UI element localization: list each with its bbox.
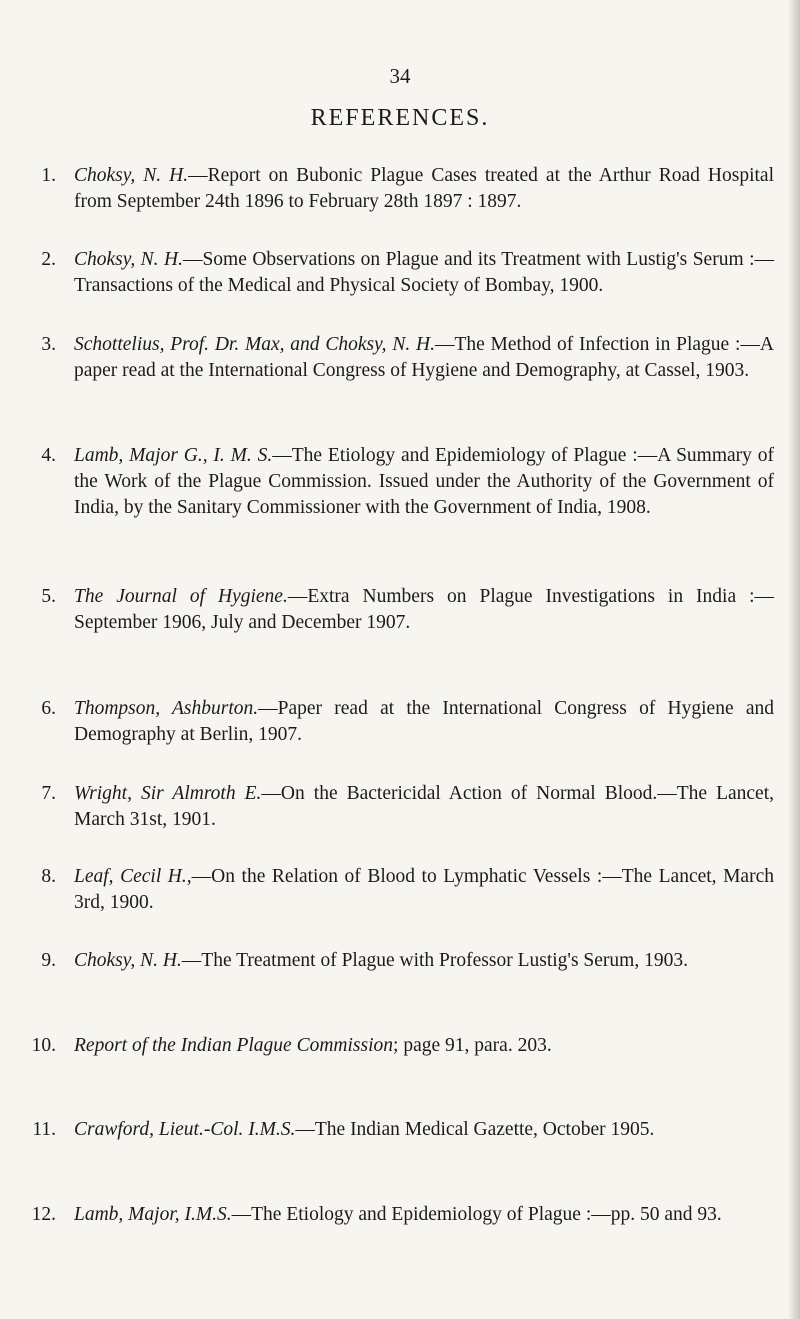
reference-number: 3. xyxy=(41,334,56,355)
reference-text: —Some Observations on Plague and its Treatment with Lustig's Serum :—Transactions of the Medical and Physical Society of Bombay, 1900. xyxy=(74,249,774,296)
reference-body xyxy=(74,864,774,916)
reference-number: 8. xyxy=(41,866,56,887)
reference-text: —The Indian Medical Gazette, October 1905. xyxy=(295,1119,655,1140)
reference-author: Choksy, N. H. xyxy=(74,950,182,971)
reference-author: Wright, Sir Almroth E. xyxy=(74,783,262,804)
reference-author: Report of the Indian Plague Commission xyxy=(74,1035,394,1056)
reference-body xyxy=(74,332,774,384)
reference-text: —On the Bactericidal Action of Normal Blood.—The Lancet, March 31st, 1901. xyxy=(74,783,774,830)
reference-text: —The Treatment of Plague with Professor Lustig's Serum, 1903. xyxy=(181,950,688,971)
reference-author: Choksy, N. H. xyxy=(74,165,189,186)
reference-author: Crawford, Lieut.-Col. I.M.S. xyxy=(74,1119,296,1140)
reference-body xyxy=(74,584,774,636)
reference-body xyxy=(74,163,774,215)
reference-author: Thompson, Ashburton. xyxy=(74,698,259,719)
reference-number: 7. xyxy=(41,783,56,804)
reference-body xyxy=(74,948,774,974)
reference-author: Leaf, Cecil H., xyxy=(74,866,192,887)
reference-body xyxy=(74,696,774,748)
reference-author: Lamb, Major, I.M.S. xyxy=(74,1204,232,1225)
reference-text: —The Etiology and Epidemiology of Plague :—A Summary of the Work of the Plague Commission. Issued under the Authority of the Government of India, by the Sanitary Commissioner with the Government of India, 1908. xyxy=(74,445,775,518)
reference-author: Lamb, Major G., I. M. S. xyxy=(74,445,273,466)
reference-body xyxy=(74,781,774,833)
reference-body xyxy=(74,1117,774,1143)
reference-number: 4. xyxy=(41,445,56,466)
reference-text: —Paper read at the International Congress of Hygiene and Demography at Berlin, 1907. xyxy=(74,698,775,745)
reference-number: 5. xyxy=(41,586,56,607)
reference-text: —On the Relation of Blood to Lymphatic Vessels :—The Lancet, March 3rd, 1900. xyxy=(74,866,774,913)
reference-number: 11. xyxy=(32,1119,56,1140)
reference-author: Choksy, N. H. xyxy=(74,249,183,270)
reference-body xyxy=(74,247,774,299)
reference-body xyxy=(74,1202,774,1228)
reference-text: —The Method of Infection in Plague :—A paper read at the International Congress of Hygiene and Demography, at Cassel, 1903. xyxy=(74,334,774,381)
reference-text: —The Etiology and Epidemiology of Plague :—pp. 50 and 93. xyxy=(231,1204,722,1225)
page-edge-shadow xyxy=(788,0,800,1319)
reference-number: 12. xyxy=(31,1204,56,1225)
reference-body xyxy=(74,443,774,521)
reference-text: —Extra Numbers on Plague Investigations in India :—September 1906, July and December 1907. xyxy=(74,586,774,633)
reference-number: 10. xyxy=(31,1035,56,1056)
page-number: 34 xyxy=(389,64,411,88)
reference-text: ; page 91, para. 203. xyxy=(393,1035,552,1056)
reference-author: The Journal of Hygiene. xyxy=(74,586,288,607)
page-title: REFERENCES. xyxy=(310,105,490,131)
reference-body xyxy=(74,1033,774,1059)
reference-number: 1. xyxy=(41,165,56,186)
reference-author: Schottelius, Prof. Dr. Max, and Choksy, N. H. xyxy=(74,334,435,355)
reference-number: 9. xyxy=(41,950,56,971)
reference-number: 2. xyxy=(41,249,56,270)
reference-text: —Report on Bubonic Plague Cases treated at the Arthur Road Hospital from September 24th 1896 to February 28th 1897 : 1897. xyxy=(74,165,775,212)
reference-number: 6. xyxy=(41,698,56,719)
